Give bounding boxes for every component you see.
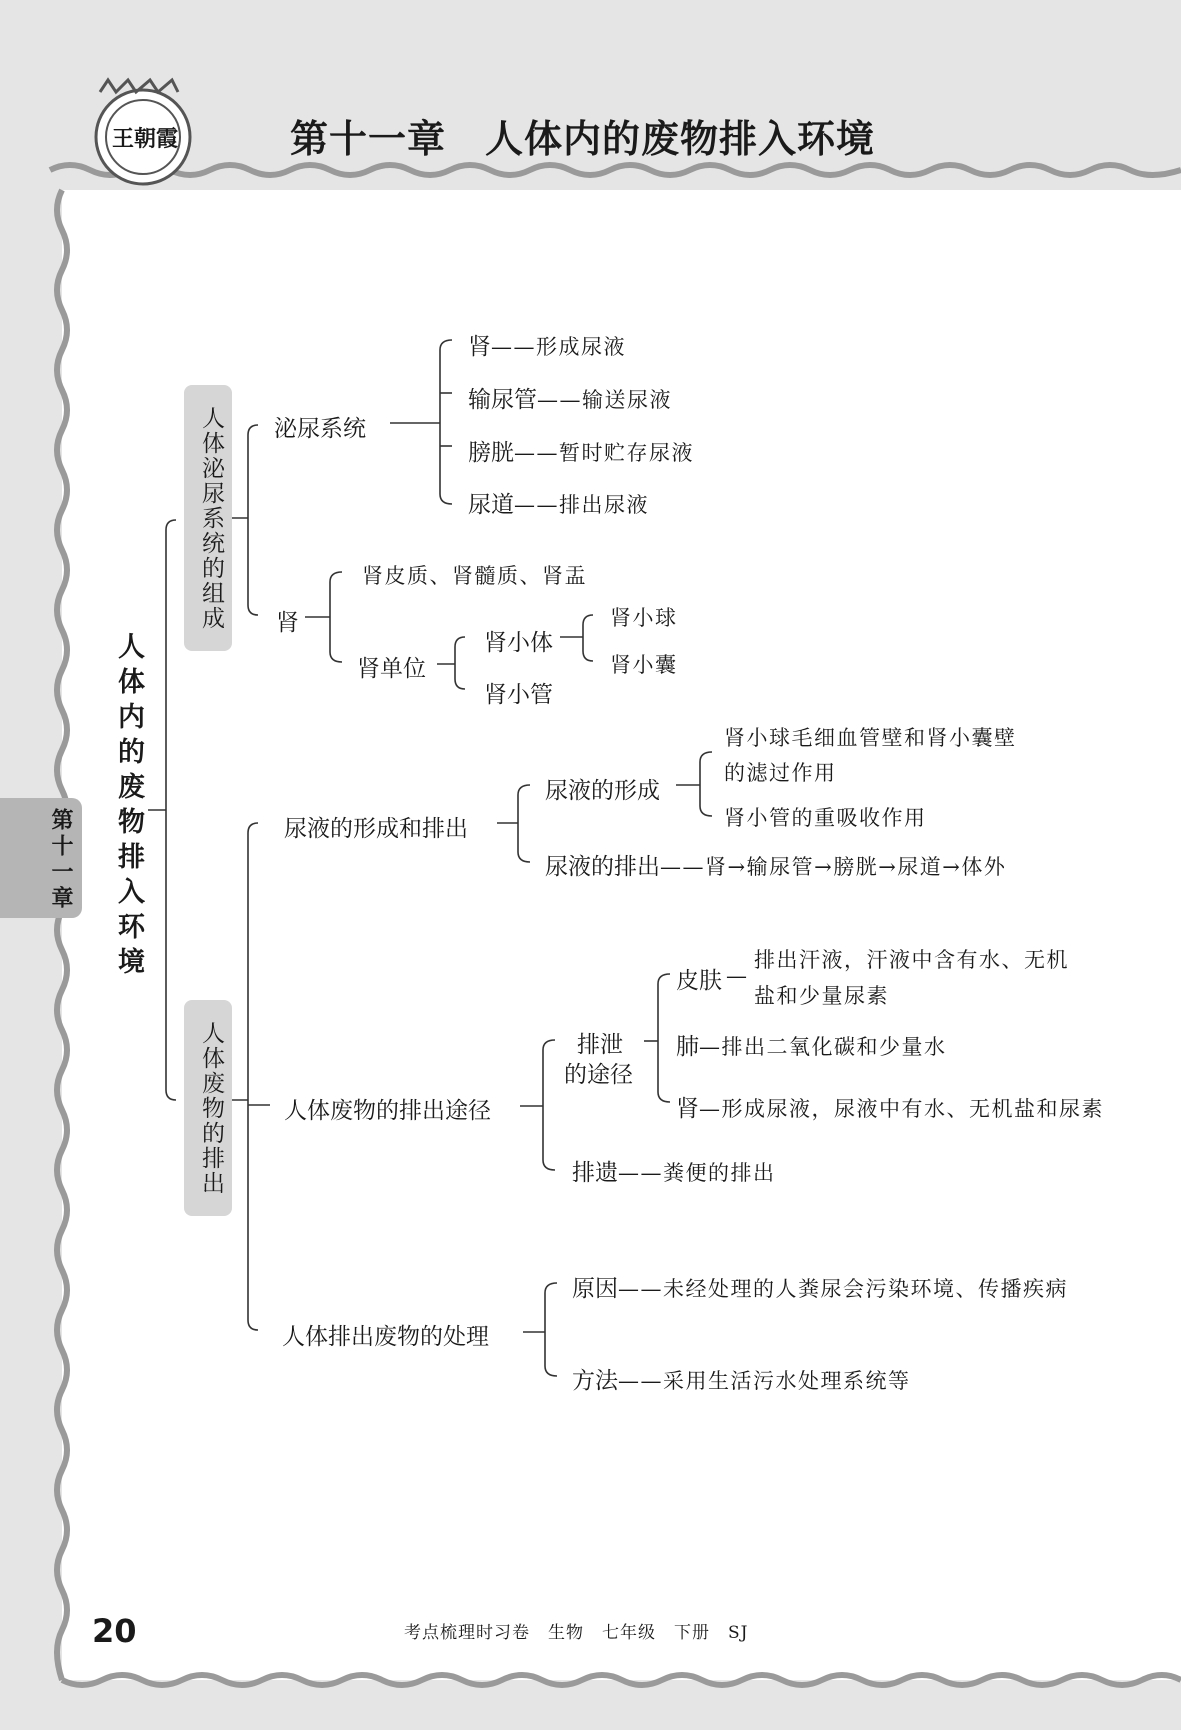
item-name: 尿道: [468, 492, 514, 518]
method-label: 方法: [572, 1368, 618, 1394]
item-name: 输尿管: [468, 387, 537, 413]
item-desc: 暂时贮存尿液: [559, 441, 694, 465]
item-name: 肾: [468, 334, 491, 360]
tubule-label: 肾小管: [484, 682, 553, 708]
reason-row: 原因——未经处理的人粪尿会污染环境、传播疾病: [572, 1276, 1068, 1302]
capsule-label: 肾小囊: [610, 653, 678, 677]
footer-text: 考点梳理时习卷 生物 七年级 下册 SJ: [404, 1623, 749, 1643]
root-label: 人体内的废物排入环境: [113, 632, 144, 982]
chapter-side-tab: 第十一章: [0, 798, 82, 918]
urinary-item-bladder: 膀胱——暂时贮存尿液: [468, 440, 694, 466]
item-desc: 形成尿液: [536, 335, 626, 359]
urine-discharge-label: 尿液的排出: [545, 854, 660, 880]
corpuscle-label: 肾小体: [484, 630, 553, 656]
urinary-item-ureter: 输尿管——输送尿液: [468, 387, 672, 413]
route-kidney-desc: 形成尿液，尿液中有水、无机盐和尿素: [721, 1097, 1104, 1121]
urinary-item-urethra: 尿道——排出尿液: [468, 492, 649, 518]
formation-label: 尿液的形成和排出: [284, 816, 468, 842]
kidney-structure: 肾皮质、肾髓质、肾盂: [362, 564, 587, 588]
excrete-line-2: 的途径: [564, 1062, 633, 1088]
filtration-line-2: 的滤过作用: [724, 761, 837, 785]
logo-text: 王朝霞: [112, 126, 179, 152]
page-number: 20: [92, 1612, 137, 1650]
excretion-label: 人体废物的排出: [184, 1000, 232, 1216]
urinary-system-label: 泌尿系统: [274, 416, 366, 442]
composition-label: 人体泌尿系统的组成: [184, 385, 232, 651]
egestion-row: 排遗——粪便的排出: [572, 1160, 776, 1186]
treatment-label: 人体排出废物的处理: [282, 1324, 489, 1350]
route-kidney-row: 肾—形成尿液，尿液中有水、无机盐和尿素: [676, 1096, 1104, 1122]
reabsorption-line: 肾小管的重吸收作用: [724, 806, 927, 830]
skin-desc-2: 盐和少量尿素: [754, 984, 889, 1008]
glomerulus-label: 肾小球: [610, 606, 678, 630]
discharge-path: 肾→输尿管→膀胱→尿道→体外: [705, 855, 1007, 879]
urinary-item-kidney: 肾——形成尿液: [468, 334, 626, 360]
reason-label: 原因: [572, 1276, 618, 1302]
item-name: 膀胱: [468, 440, 514, 466]
method-row: 方法——采用生活污水处理系统等: [572, 1368, 911, 1394]
urine-formation-label: 尿液的形成: [545, 778, 660, 804]
lung-desc: 排出二氧化碳和少量水: [721, 1035, 947, 1059]
lung-label: 肺: [676, 1034, 699, 1060]
skin-desc-1: 排出汗液，汗液中含有水、无机: [754, 948, 1069, 972]
excrete-line-1: 排泄: [577, 1032, 623, 1058]
kidney-label: 肾: [276, 610, 299, 636]
lung-row: 肺—排出二氧化碳和少量水: [676, 1034, 947, 1060]
route-kidney-label: 肾: [676, 1096, 699, 1122]
method-desc: 采用生活污水处理系统等: [663, 1369, 911, 1393]
nephron-label: 肾单位: [357, 656, 426, 682]
item-desc: 排出尿液: [559, 493, 649, 517]
reason-desc: 未经处理的人粪尿会污染环境、传播疾病: [663, 1277, 1068, 1301]
chapter-title: 第十一章 人体内的废物排入环境: [290, 117, 876, 161]
urine-discharge-row: 尿液的排出——肾→输尿管→膀胱→尿道→体外: [545, 854, 1007, 880]
routes-label: 人体废物的排出途径: [284, 1098, 491, 1124]
egestion-label: 排遗: [572, 1160, 618, 1186]
filtration-line-1: 肾小球毛细血管壁和肾小囊壁: [724, 726, 1017, 750]
item-desc: 输送尿液: [582, 388, 672, 412]
egestion-desc: 粪便的排出: [663, 1161, 776, 1185]
skin-label: 皮肤: [676, 968, 722, 994]
skin-dash: —: [726, 964, 749, 988]
